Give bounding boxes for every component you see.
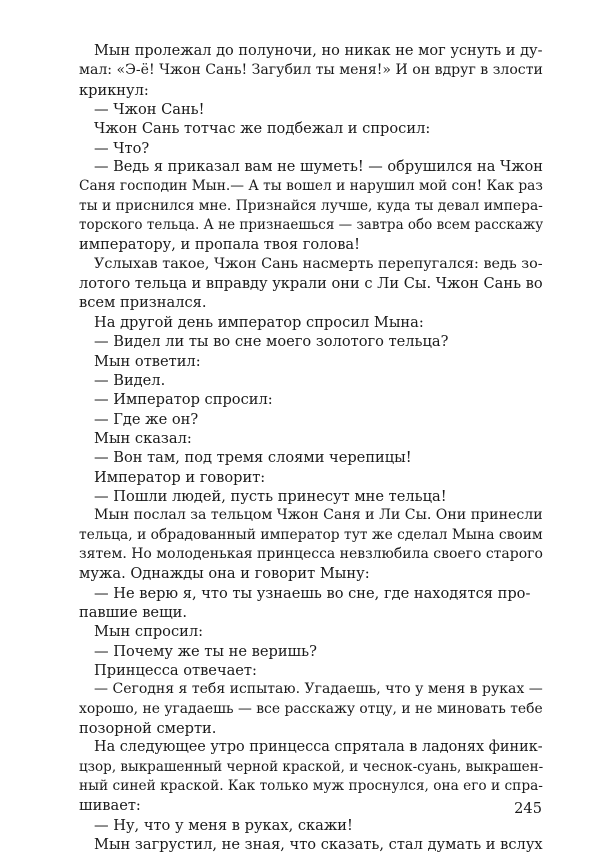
text-line: — Пошли людей, пусть принесут мне тельца! (94, 487, 447, 505)
text-line: Мын пролежал до полуночи, но никак не мог уснуть и ду- (94, 43, 543, 59)
text-line: Принцесса отвечает: (94, 662, 257, 679)
text-line: — Император спросил: (94, 391, 273, 409)
text-line: — Сегодня я тебя испытаю. Угадаешь, что у меня в руках — (94, 681, 543, 698)
text-line: — Видел. (94, 371, 166, 389)
text-line: Мын ответил: (94, 352, 201, 370)
text-line: хорошо, не угадаешь — все расскажу отцу, и не миновать тебе (79, 700, 543, 717)
text-line: крикнул: (79, 81, 149, 99)
text-line: — Вон там, под тремя слоями черепицы! (94, 449, 412, 467)
text-line: императору, и пропала твоя голова! (79, 236, 361, 254)
text-line: торского тельца. А не признаешься — завтра обо всем расскажу (79, 217, 544, 234)
text-line: Мын загрустил, не зная, что сказать, стал думать и вслух (94, 836, 543, 854)
page-number: 245 (514, 800, 542, 817)
text-line: мужа. Однажды она и говорит Мыну: (79, 565, 370, 583)
text-line: — Ну, что у меня в руках, скажи! (94, 816, 353, 834)
text-line: — Где же он? (94, 410, 199, 428)
text-line: цзор, выкрашенный черной краской, и чеснок-суань, выкрашен- (79, 758, 544, 775)
text-line: — Ведь я приказал вам не шуметь! — обрушился на Чжон (94, 159, 543, 176)
text-line: Чжон Сань тотчас же подбежал и спросил: (94, 120, 431, 138)
text-line: Император и говорит: (94, 468, 266, 486)
text-line: Саня господин Мын.— А ты вошел и нарушил мой сон! Как раз (79, 178, 543, 195)
text-line: позорной смерти. (79, 720, 217, 738)
text-line: — Чжон Сань! (94, 101, 205, 119)
text-line: — Не верю я, что ты узнаешь во сне, где находятся про- (94, 584, 531, 602)
text-line: — Видел ли ты во сне моего золотого тельца? (94, 333, 449, 351)
text-line: зятем. Но молоденькая принцесса невзлюбила своего старого (79, 545, 543, 562)
text-line: — Почему же ты не веришь? (94, 642, 317, 660)
text-line: Мын спросил: (94, 623, 204, 641)
text-line: тельца, и обрадованный император тут же сделал Мына своим (79, 526, 543, 543)
text-line: мал: «Э-ё! Чжон Сань! Загубил ты меня!» И он вдруг в злости (79, 62, 543, 79)
text-line: Мын сказал: (94, 429, 192, 447)
text-line: шивает: (79, 797, 141, 815)
text-line: ты и приснился мне. Признайся лучше, куда ты девал импера- (79, 197, 543, 214)
text-line: лотого тельца и вправду украли они с Ли Сы. Чжон Сань во (79, 275, 543, 293)
text-line: Мын послал за тельцом Чжон Саня и Ли Сы. Они принесли (94, 507, 543, 524)
text-line: павшие вещи. (79, 603, 187, 621)
text-line: Услыхав такое, Чжон Сань насмерть перепугался: ведь зо- (94, 255, 543, 272)
text-line: — Что? (94, 139, 150, 157)
text-line: На другой день император спросил Мына: (94, 313, 424, 331)
text-line: На следующее утро принцесса спрятала в ладонях финик- (94, 739, 543, 756)
body-text (79, 42, 543, 854)
text-line: ный синей краской. Как только муж проснулся, она его и спра- (79, 778, 543, 795)
text-line: всем признался. (79, 294, 207, 312)
